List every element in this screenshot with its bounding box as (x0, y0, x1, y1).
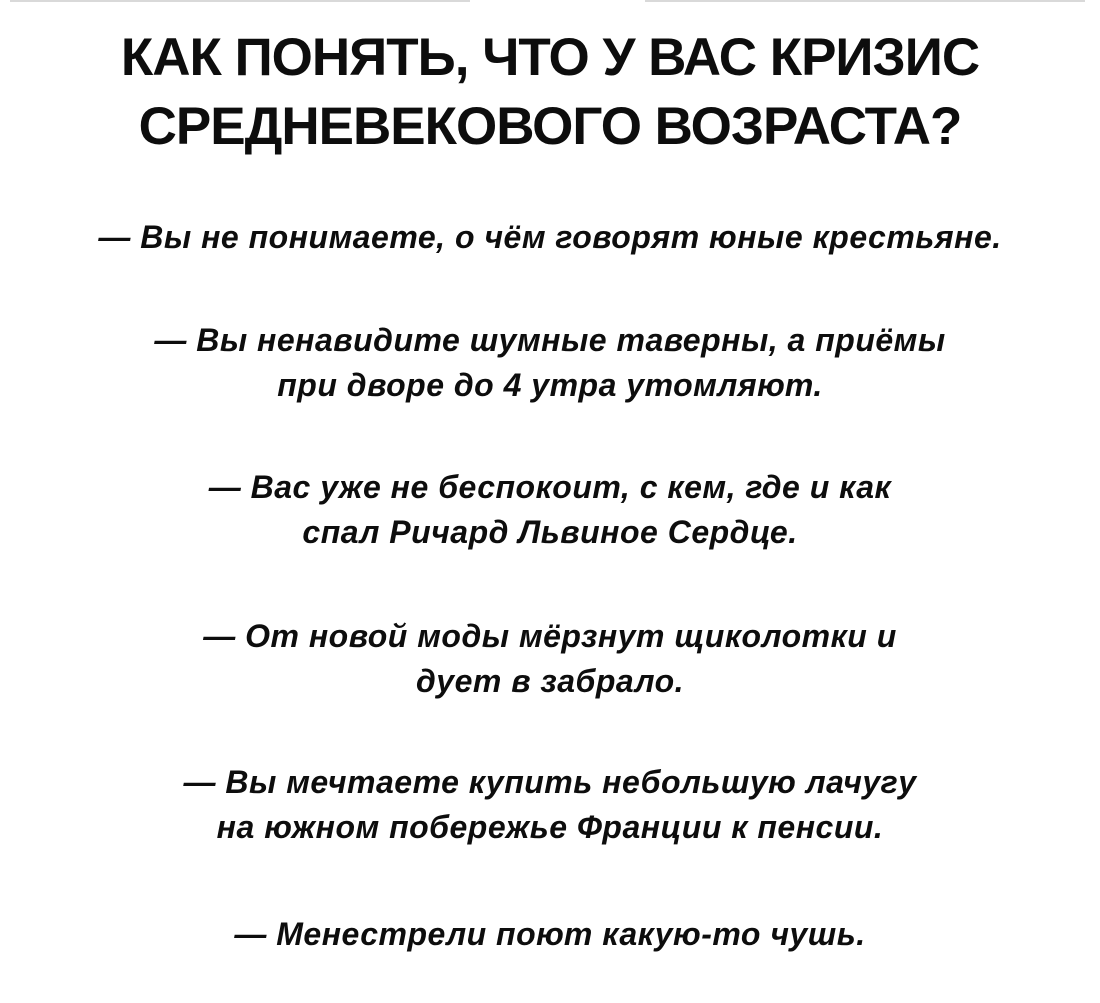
meme-title-line-1: КАК ПОНЯТЬ, ЧТО У ВАС КРИЗИС (120, 28, 980, 87)
meme-title (0, 23, 1100, 161)
meme-item-4-line-2: дует в забрало. (415, 663, 685, 699)
meme-item-3-line-1: — Вас уже не беспокоит, с кем, где и как (208, 469, 892, 505)
meme-item-1 (0, 215, 1100, 260)
meme-item-6-line-1: — Менестрели поют какую-то чушь. (234, 916, 866, 952)
meme-item-2-line-1: — Вы ненавидите шумные таверны, а приёмы (154, 322, 946, 358)
meme-item-1-line-1: — Вы не понимаете, о чём говорят юные крестьяне. (98, 219, 1002, 255)
top-crop-artifact-right (645, 0, 1085, 2)
meme-item-5-line-1: — Вы мечтаете купить небольшую лачугу (183, 764, 917, 800)
meme-item-5 (0, 760, 1100, 850)
meme-item-2 (0, 318, 1100, 408)
meme-item-3 (0, 465, 1100, 555)
meme-item-2-line-2: при дворе до 4 утра утомляют. (277, 367, 823, 403)
meme-item-4 (0, 614, 1100, 704)
meme-item-5-line-2: на южном побережье Франции к пенсии. (216, 809, 884, 845)
meme-item-6 (0, 912, 1100, 957)
top-crop-artifact-left (10, 0, 470, 2)
meme-item-3-line-2: спал Ричард Львиное Сердце. (302, 514, 798, 550)
meme-item-4-line-1: — От новой моды мёрзнут щиколотки и (203, 618, 897, 654)
meme-title-line-2: СРЕДНЕВЕКОВОГО ВОЗРАСТА? (138, 97, 962, 156)
